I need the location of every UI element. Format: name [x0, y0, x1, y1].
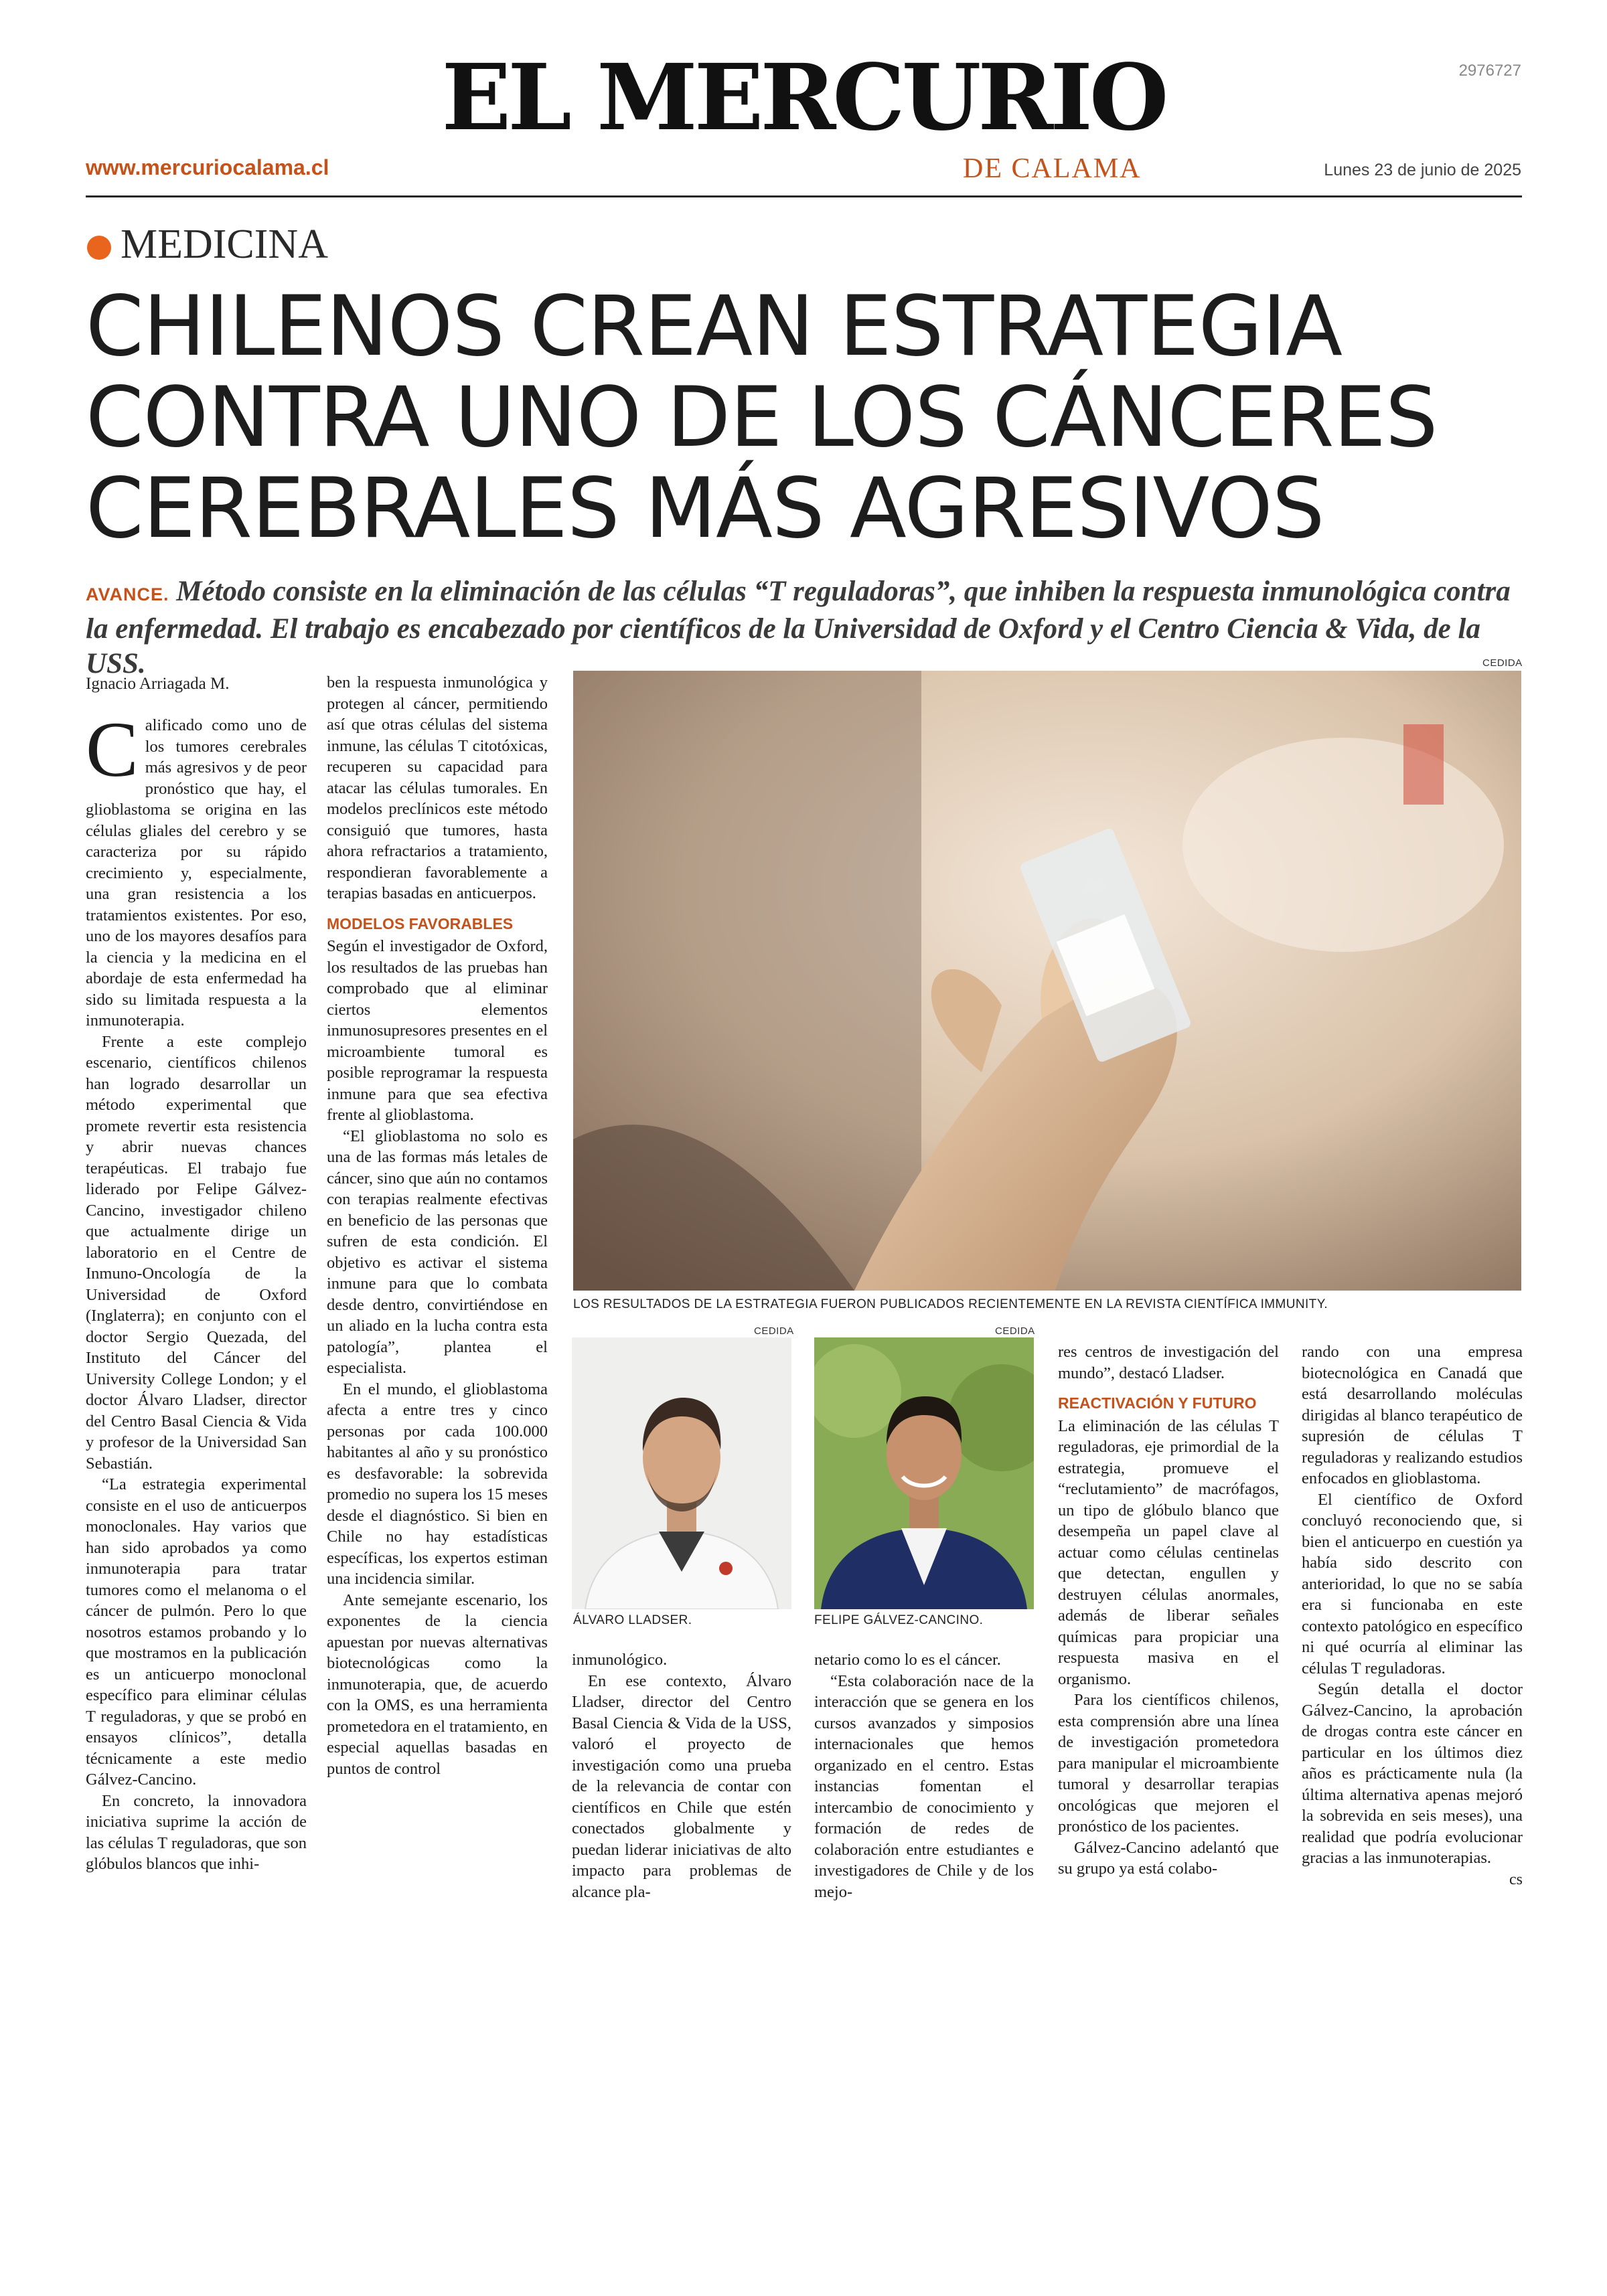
subheading: MODELOS FAVORABLES	[327, 914, 514, 932]
body-paragraph: Para los científicos chilenos, esta comprensión abre una línea de investigación prometedora para manipular el microambiente tumoral y desarrollar terapias oncológicas que mejoren el pronóstico de los pacientes.	[1058, 1691, 1279, 1835]
body-paragraph: En ese contexto, Álvaro Lladser, director del Centro Basal Ciencia & Vida de la USS, valoró el proyecto de investigación como una prueba de la relevancia de contar con científicos en Chile que estén conectados globalmente y puedan liderar iniciativas de alto impacto para problemas de alcance pla-	[572, 1671, 791, 1901]
photo-credit: CEDIDA	[1482, 657, 1523, 669]
article-column-5	[1058, 1341, 1279, 1880]
body-paragraph: “La estrategia experimental consiste en el uso de anticuerpos monoclonales. Hay varios que han sido aprobados ya como inmunoterapia para tratar tumores como el melanoma o el cáncer de pulmón. Pero lo que nosotros estamos probando y lo que mostramos en la publicación es un anticuerpo monoclonal específico para eliminar células T reguladoras, y que se probó en ensayos clínicos”, detalla técnicamente a este medio Gálvez-Cancino.	[86, 1475, 307, 1789]
body-paragraph: inmunológico.	[572, 1651, 668, 1669]
end-mark-icon: cs	[1509, 1870, 1523, 1888]
section-dot-icon	[87, 236, 111, 260]
masthead-title: EL MERCURIO	[441, 44, 1166, 151]
body-paragraph: res centros de investigación del mundo”, destacó Lladser.	[1058, 1343, 1279, 1382]
body-paragraph: Gálvez-Cancino adelantó que su grupo ya está colabo-	[1058, 1838, 1279, 1878]
lead-kicker: AVANCE.	[86, 584, 169, 604]
headline-line: CHILENOS CREAN ESTRATEGIA	[86, 278, 1343, 375]
body-paragraph: “Esta colaboración nace de la interacción que se genera en los cursos avanzados y simposios internacionales que hemos organizado en el centro. Estas instancias fomentan el intercambio de conocimiento y formación de redes de colaboración entre estudiantes e investigadores de Chile y de los mejo-	[814, 1671, 1034, 1901]
gloved-hand-slide-image	[573, 671, 1521, 1291]
website-link[interactable]: www.mercuriocalama.cl	[86, 155, 329, 179]
article-column-4	[814, 1649, 1034, 1902]
article-column-3	[572, 1649, 791, 1902]
portrait-caption: ÁLVARO LLADSER.	[573, 1613, 692, 1627]
article-column-2	[327, 672, 548, 1779]
body-paragraph: rando con una empresa biotecnológica en Canadá que está desarrollando moléculas dirigidas al blanco terapéutico de supresión de células T reguladoras y realizando estudios enfocados en glioblastoma.	[1302, 1343, 1523, 1487]
lead-text: Método consiste en la eliminación de las células “T reguladoras”, que inhiben la respuesta inmunológica contra la enfermedad. El trabajo es encabezado por científicos de la Universidad de Oxford y el Centro Ciencia & Vida, de la USS.	[86, 576, 1511, 679]
body-paragraph: La eliminación de las células T reguladoras, eje primordial de la estrategia, promueve el “reclutamiento” de macrófagos, un tipo de glóbulo blanco que desempeña un papel clave al actuar como células centinelas que detectan, engullen y destruyen células anormales, además de liberar señales químicas para propiciar una respuesta masiva en el organismo.	[1058, 1416, 1279, 1688]
byline: Ignacio Arriagada M.	[86, 675, 230, 693]
portrait-photo-galvez-cancino	[814, 1337, 1034, 1609]
body-paragraph: Ante semejante escenario, los exponentes de la ciencia apuestan por nuevas alternativas biotecnológicas como la inmunoterapia, que, de acuerdo con la OMS, es una herramienta prometedora en el tratamiento, en especial aquellas basadas en puntos de control	[327, 1590, 548, 1778]
body-paragraph: Frente a este complejo escenario, científicos chilenos han logrado desarrollar un método experimental que promete revertir esta resistencia y abrir nuevas chances terapéuticas. El trabajo fue liderado por Felipe Gálvez-Cancino, investigador chileno que actualmente dirige un laboratorio en el Centre de Inmuno-Oncología de la Universidad de Oxford (Inglaterra); en conjunto con el doctor Sergio Quezada, del Instituto del Cáncer del University College London; y el doctor Álvaro Lladser, director del Centro Basal Ciencia & Vida y profesor de la Universidad San Sebastián.	[86, 1032, 307, 1473]
subheading: REACTIVACIÓN Y FUTURO	[1058, 1394, 1257, 1412]
lead-paragraph	[86, 574, 1525, 681]
main-photo	[573, 671, 1521, 1291]
headline	[86, 278, 1525, 557]
person-portrait-image	[572, 1337, 791, 1609]
end-of-article	[1302, 1869, 1523, 1891]
header-divider	[86, 195, 1522, 197]
article-column-1	[86, 706, 307, 1875]
body-paragraph: Según el investigador de Oxford, los resultados de las pruebas han comprobado que al eliminar ciertos elementos inmunosupresores presentes en el microambiente tumoral es posible reprogramar la respuesta inmune para que sea efectiva frente al glioblastoma.	[327, 937, 548, 1124]
portrait-photo-lladser	[572, 1337, 791, 1609]
body-paragraph: En el mundo, el glioblastoma afecta a entre tres y cinco personas por cada 100.000 habitantes al año y su pronóstico es desfavorable: la sobrevida promedio no supera los 15 meses desde el diagnóstico. Si bien en Chile no hay estadísticas específicas, los expertos estiman una incidencia similar.	[327, 1380, 548, 1588]
headline-line: CONTRA UNO DE LOS CÁNCERES	[86, 370, 1438, 466]
article-column-6	[1302, 1341, 1523, 1890]
clip-id: 2976727	[1458, 62, 1521, 80]
body-paragraph: El científico de Oxford concluyó reconociendo que, si bien el anticuerpo en cuestión ya había sido descrito con anterioridad, lo que no se sabía era si funcionaba en este contexto patológico en específico ni qué ocurría al eliminar las células T reguladoras.	[1302, 1490, 1523, 1677]
main-photo-caption: LOS RESULTADOS DE LA ESTRATEGIA FUERON PUBLICADOS RECIENTEMENTE EN LA REVISTA CIENTÍFICA IMMUNITY.	[573, 1297, 1328, 1311]
person-portrait-image	[814, 1337, 1034, 1609]
photo-credit: CEDIDA	[754, 1325, 794, 1337]
body-paragraph: En concreto, la innovadora iniciativa suprime la acción de las células T reguladoras, que son glóbulos blancos que inhi-	[86, 1791, 307, 1873]
headline-line: CEREBRALES MÁS AGRESIVOS	[86, 461, 1324, 557]
photo-credit: CEDIDA	[995, 1325, 1035, 1337]
section-label: MEDICINA	[121, 222, 328, 267]
publication-date: Lunes 23 de junio de 2025	[1324, 161, 1521, 179]
portrait-caption: FELIPE GÁLVEZ-CANCINO.	[814, 1613, 984, 1627]
drop-cap: C	[86, 706, 139, 793]
body-paragraph: ben la respuesta inmunológica y protegen al cáncer, permitiendo así que otras células del sistema inmune, las células T citotóxicas, recuperen su capacidad para atacar las células tumorales. En modelos preclínicos este método consiguió que tumores, hasta ahora refractarios a tratamiento, respondieran favorablemente a terapias basadas en anticuerpos.	[327, 673, 548, 902]
body-paragraph: “El glioblastoma no solo es una de las formas más letales de cáncer, sino que aún no contamos con terapias realmente efectivas en beneficio de las personas que sufren de esta condición. El objetivo es activar el sistema inmune para que lo combata desde dentro, convirtiéndose en un aliado en la lucha contra esta patología”, plantea el especialista.	[327, 1127, 548, 1377]
body-paragraph: Calificado como uno de los tumores cerebrales más agresivos y de peor pronóstico que hay, el glioblastoma se origina en las células gliales del cerebro y se caracteriza por su rápido crecimiento y, especialmente, una gran resistencia a los tratamientos existentes. Por eso, uno de los mayores desafíos para la ciencia y la medicina en el abordaje de esta enfermedad ha sido su limitada respuesta a la inmunoterapia.	[86, 706, 307, 1030]
masthead-edition: DE CALAMA	[963, 153, 1142, 184]
body-paragraph: netario como lo es el cáncer.	[814, 1651, 1001, 1669]
body-paragraph: Según detalla el doctor Gálvez-Cancino, la aprobación de drogas contra este cáncer en particular en los últimos diez años es prácticamente nula (la última alternativa apenas mejoró la sobrevida en seis meses), una realidad que podría evolucionar gracias a las inmunoterapias.	[1302, 1680, 1523, 1867]
